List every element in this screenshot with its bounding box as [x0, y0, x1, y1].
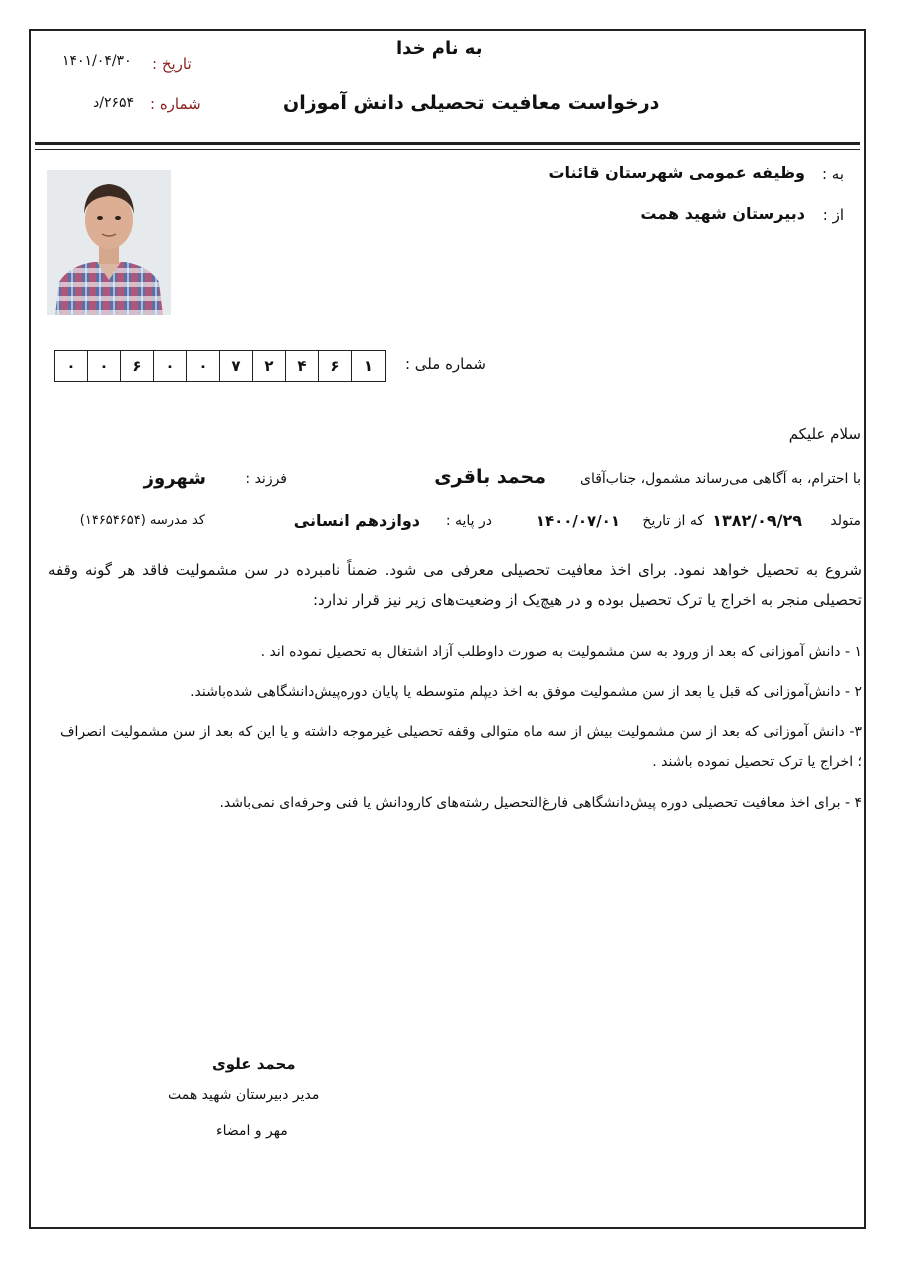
header-divider: [35, 142, 860, 145]
grade-value: دوازدهم انسانی: [293, 511, 420, 530]
from-date-label: که از تاریخ: [642, 513, 704, 529]
to-value: وظیفه عمومی شهرستان قائنات: [548, 163, 805, 182]
born-label: متولد: [830, 513, 861, 529]
page-title: درخواست معافیت تحصیلی دانش آموزان: [283, 92, 660, 114]
bismillah-heading: به نام خدا: [396, 38, 483, 59]
number-value: ۲۶۵۴/د: [93, 95, 135, 111]
father-name: شهروز: [143, 468, 206, 489]
national-id-digit: ۰: [154, 351, 187, 381]
national-id-digit: ۲: [253, 351, 286, 381]
condition-item-1: ۱ - دانش آموزانی که بعد از ورود به سن مشمولیت به صورت داوطلب آزاد اشتغال به تحصیل نموده اند .: [260, 644, 862, 660]
from-value: دبیرستان شهید همت: [640, 204, 805, 223]
student-name: محمد باقری: [434, 466, 546, 488]
main-paragraph: شروع به تحصیل خواهد نمود. برای اخذ معافیت تحصیلی معرفی می شود. ضمناً نامبرده در سن مشمولیت فاقد هر گونه وقفه تحصیلی منجر به اخراج یا ترک تحصیل بوده و در هیچ‌یک از وضعیت‌های زیر نیز قرار ندارد:: [48, 561, 862, 609]
national-id-digit: ۰: [55, 351, 88, 381]
born-date: ۱۳۸۲/۰۹/۲۹: [712, 511, 802, 530]
national-id-digit: ۶: [121, 351, 154, 381]
from-label: از :: [822, 206, 844, 224]
national-id-digit: ۰: [187, 351, 220, 381]
father-label: فرزند :: [245, 471, 287, 487]
date-value: ۱۴۰۱/۰۴/۳۰: [62, 53, 132, 69]
national-id-boxes: [54, 350, 386, 382]
to-label: به :: [821, 165, 844, 183]
from-date: ۱۴۰۰/۰۷/۰۱: [535, 512, 620, 530]
header-divider-thin: [35, 149, 860, 150]
date-label: تاریخ :: [152, 55, 192, 73]
school-code: کد مدرسه (۱۴۶۵۴۶۵۴): [79, 513, 205, 528]
national-id-digit: ۷: [220, 351, 253, 381]
signer-position: مدیر دبیرستان شهید همت: [168, 1087, 320, 1103]
national-id-digit: ۴: [286, 351, 319, 381]
number-label: شماره :: [150, 95, 201, 113]
stamp-signature-label: مهر و امضاء: [216, 1123, 288, 1139]
national-id-digit: ۱: [363, 357, 374, 375]
condition-item-3: ۳- دانش آموزانی که بعد از سن مشمولیت بیش از سه ماه متوالی وقفه تحصیلی غیرموجه داشته و یا این که بعد از سن مشمولیت انصراف ؛ اخراج یا ترک تحصیل نموده باشند .: [60, 724, 862, 770]
student-photo: [47, 170, 171, 315]
national-id-digit: ۰: [88, 351, 121, 381]
condition-item-4: ۴ - برای اخذ معافیت تحصیلی دوره پیش‌دانشگاهی فارغ‌التحصیل رشته‌های کارودانش یا فنی وحرفه‌ای نمی‌باشد.: [219, 795, 862, 811]
signer-name: محمد علوی: [212, 1055, 296, 1073]
intro-text: با احترام، به آگاهی می‌رساند مشمول، جناب‌آقای: [579, 471, 861, 487]
national-id-digit: ۶: [319, 351, 352, 381]
greeting: سلام علیکم: [788, 425, 861, 443]
condition-item-2: ۲ - دانش‌آموزانی که قبل یا بعد از سن مشمولیت موفق به اخذ دیپلم متوسطه یا پایان دوره‌پیش‌دانشگاهی شده‌باشند.: [190, 684, 862, 700]
national-id-label: شماره ملی :: [404, 355, 486, 373]
grade-label: در پایه :: [445, 513, 492, 529]
